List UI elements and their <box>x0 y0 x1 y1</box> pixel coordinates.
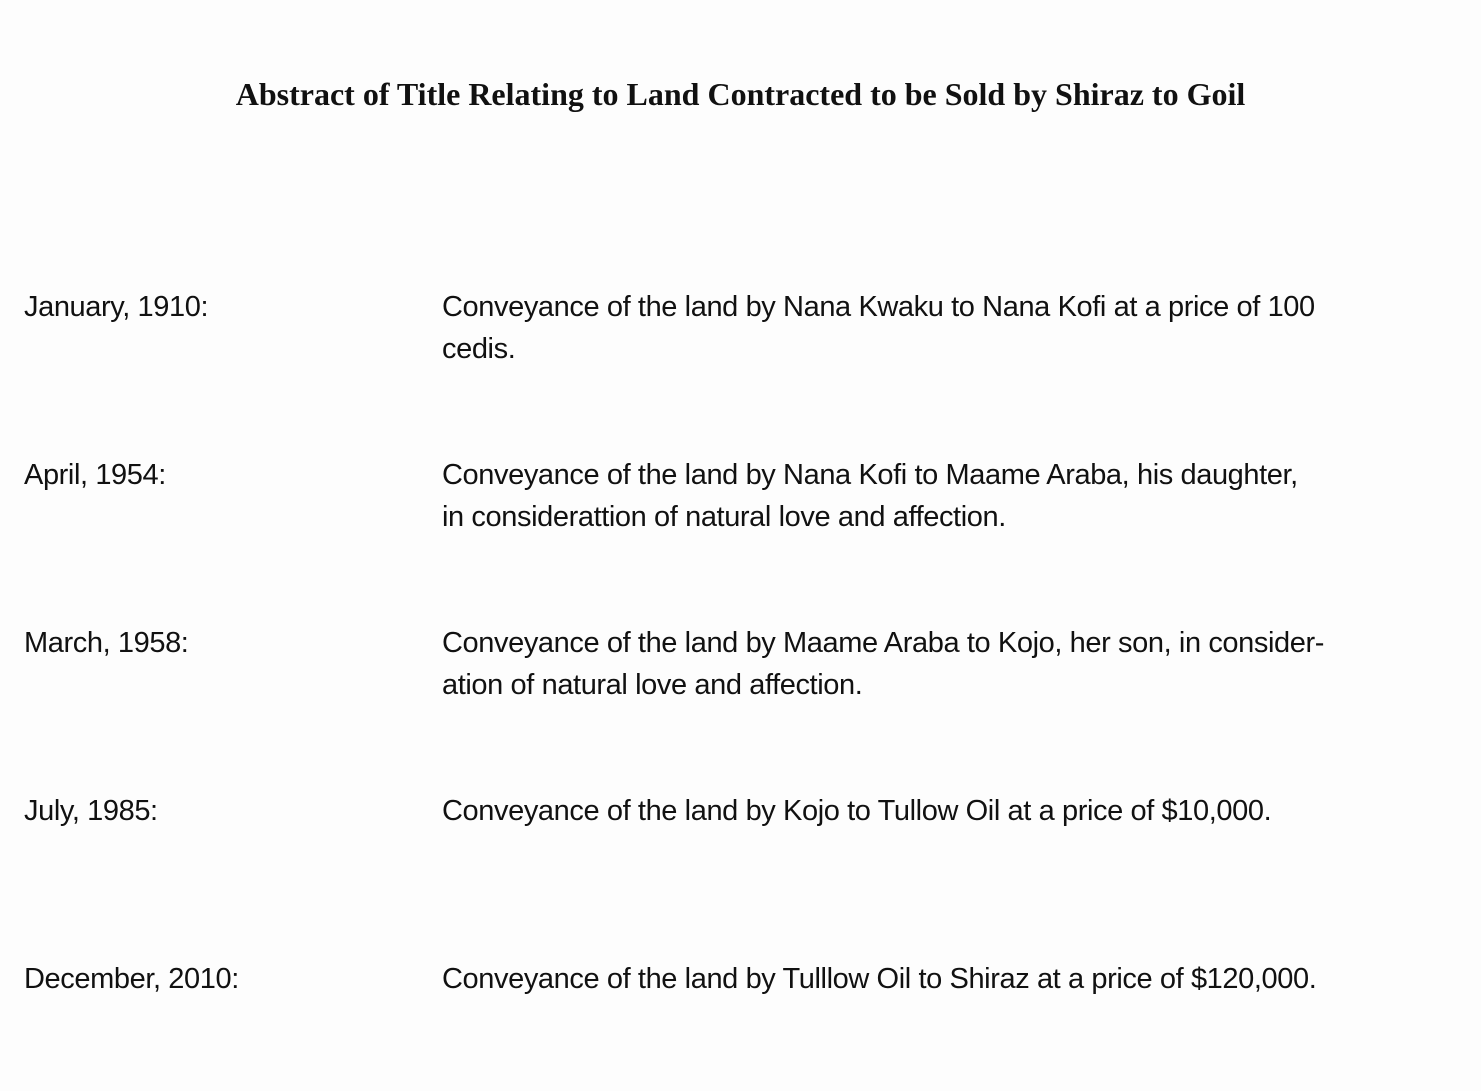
entry-description <box>442 622 1462 706</box>
entry-date: July, 1985: <box>24 795 158 827</box>
document-title: Abstract of Title Relating to Land Contracted to be Sold by Shiraz to Goil <box>235 76 1246 112</box>
entry-description-line: Conveyance of the land by Maame Araba to Kojo, her son, in consider- <box>442 627 1324 659</box>
entry-description-line: cedis. <box>442 333 516 365</box>
entry-description <box>442 286 1462 370</box>
entry-description <box>442 454 1462 538</box>
entry-description-line: Conveyance of the land by Nana Kwaku to Nana Kofi at a price of 100 <box>442 291 1315 323</box>
entry-description <box>442 958 1462 1000</box>
entry-description-line: Conveyance of the land by Tulllow Oil to Shiraz at a price of $120,000. <box>442 963 1317 995</box>
entry-date: December, 2010: <box>24 963 239 995</box>
entry-description-line: Conveyance of the land by Nana Kofi to Maame Araba, his daughter, <box>442 459 1298 491</box>
entry-date: January, 1910: <box>24 291 209 323</box>
entry-description <box>442 790 1462 832</box>
entry-description-line: ation of natural love and affection. <box>442 669 863 701</box>
entry-description-line: in considerattion of natural love and affection. <box>442 501 1006 533</box>
entry-description-line: Conveyance of the land by Kojo to Tullow Oil at a price of $10,000. <box>442 795 1272 827</box>
entry-date: April, 1954: <box>24 459 166 491</box>
entry-date: March, 1958: <box>24 627 189 659</box>
